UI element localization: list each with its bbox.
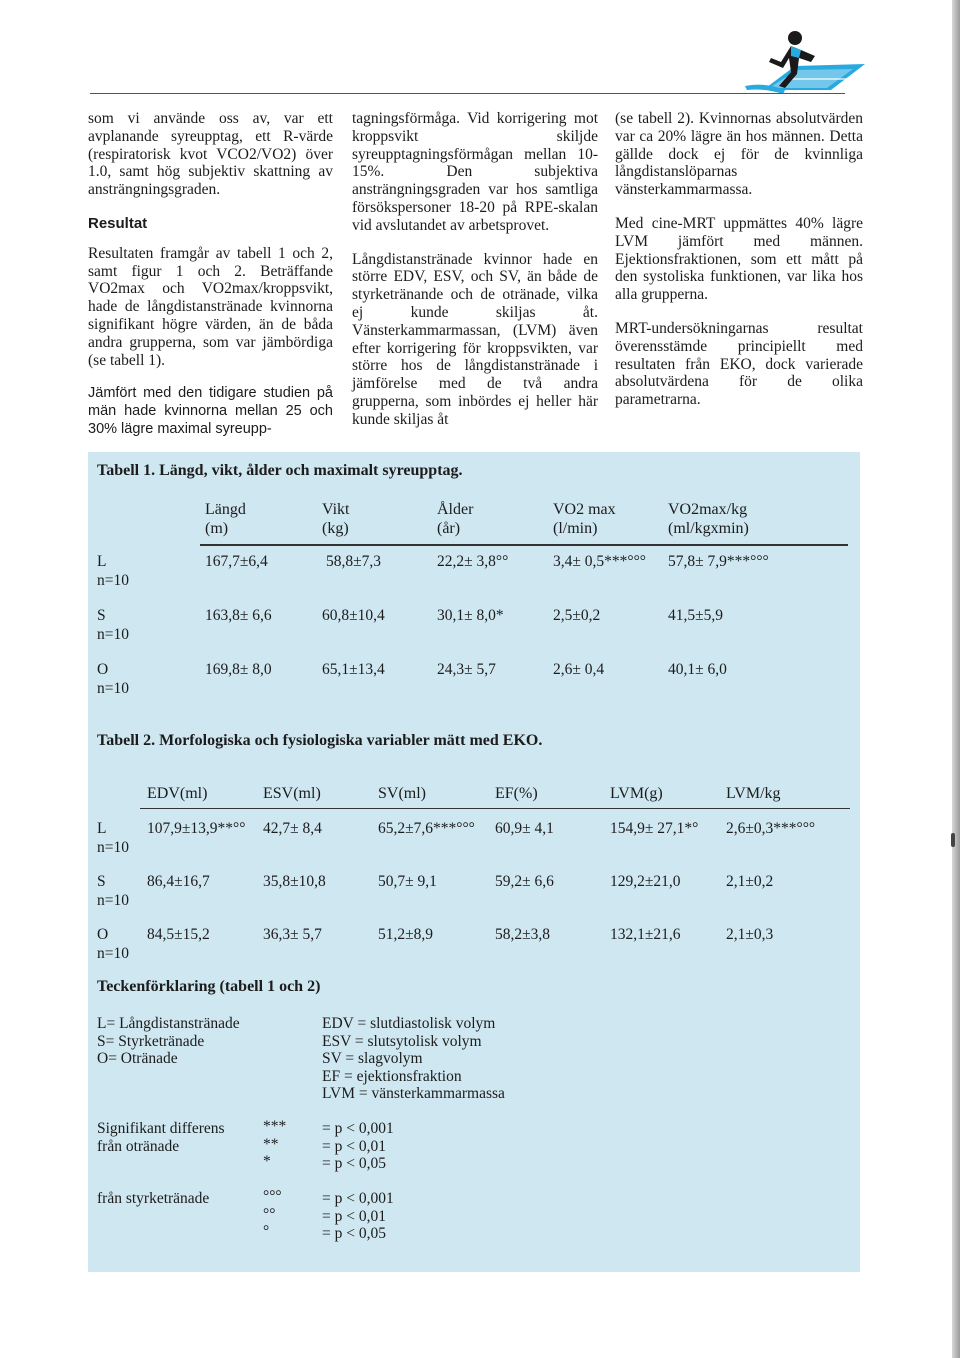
table-cell: 36,3± 5,7 [263,926,322,943]
table-cell: 24,3± 5,7 [437,661,496,678]
scan-artifact [951,833,955,847]
table-cell: 3,4± 0,5***°°° [553,553,646,570]
table-2-header: EF(%) [495,785,538,802]
table-1-header [437,500,473,538]
header-line: Ålder [437,501,474,518]
table-1-header [553,500,616,538]
table-cell: 57,8± 7,9***°°° [668,553,769,570]
table-cell: 58,8±7,3 [326,553,382,570]
table-cell: 86,4±16,7 [147,873,210,890]
table-cell: 132,1±21,6 [610,926,681,943]
row-group: S [97,607,106,624]
header-unit: (l/min) [553,520,598,537]
legend-sig-values: = p < 0,001 = p < 0,01 = p < 0,05 [322,1190,394,1242]
row-n: n=10 [97,572,129,589]
row-group: L [97,553,107,570]
table-2-header: ESV(ml) [263,785,321,802]
table-cell: 163,8± 6,6 [205,607,272,624]
header-line: Vikt [322,501,350,518]
table-cell: 51,2±8,9 [378,926,434,943]
table-1-header [668,500,749,538]
row-group: L [97,820,107,837]
table-cell: 42,7± 8,4 [263,820,322,837]
row-group: O [97,661,109,678]
row-n: n=10 [97,839,129,856]
table-1-header [322,500,349,538]
paragraph: som vi använde oss av, var ett avplanande syreupptag, ett R-värde (respiratorisk kvot VCO2/VO2) över 1.0, samt hög subjektiv skattning av ansträngningsgraden. [88,110,333,199]
table-cell: 65,1±13,4 [322,661,385,678]
table-2-header: LVM/kg [726,785,781,802]
table-1-header [205,500,246,538]
row-group: O [97,926,109,943]
table-cell: 58,2±3,8 [495,926,551,943]
table-cell: 60,9± 4,1 [495,820,554,837]
text-column-3 [615,110,863,425]
header-unit: (m) [205,520,229,537]
paragraph: MRT-undersökningarnas resultat överensstämde principiellt med resultaten från EKO, dock varierade absolutvärdena för de olika parametrarna. [615,319,863,409]
section-heading: Resultat [88,214,148,232]
table-cell: 2,1±0,3 [726,926,774,943]
header-rule [90,93,845,94]
table-cell: 35,8±10,8 [263,873,326,890]
table-cell: 60,8±10,4 [322,607,385,624]
table-cell: 41,5±5,9 [668,607,724,624]
table-cell: 167,7±6,4 [205,553,268,570]
runner-book-logo-icon [725,28,865,100]
legend-sig-values: = p < 0,001 = p < 0,01 = p < 0,05 [322,1120,394,1172]
row-n: n=10 [97,945,129,962]
row-group: S [97,873,106,890]
row-n: n=10 [97,626,129,643]
paragraph: (se tabell 2). Kvinnornas absolutvärden var ca 20% lägre än hos männen. Detta gällde dock ej för de kvinnliga långdistanslöparnas vänsterkammarmassa. [615,110,863,199]
paragraph: Resultaten framgår av tabell 1 och 2, samt figur 1 och 2. Beträffande VO2max och VO2max/kroppsvikt, hade de långdistanstränade kvinnorna signifikant högre värden, än de båda andra grupperna, som var jämbördiga (se tabell 1). [88,244,333,369]
header-line: Längd [205,501,246,518]
table-cell: 2,6± 0,4 [553,661,605,678]
text-column-1 [88,110,333,455]
table-cell: 59,2± 6,6 [495,873,554,890]
table-cell: 22,2± 3,8°° [437,553,509,570]
legend-sig-marks: °°° °° ° [263,1188,282,1240]
table-cell: 50,7± 9,1 [378,873,437,890]
table-2-caption: Tabell 2. Morfologiska och fysiologiska variabler mätt med EKO. [97,732,543,749]
paragraph: Jämfört med den tidigare studien på män hade kvinnorna mellan 25 och 30% lägre maximal syreupp- [88,385,333,437]
table-2-header: LVM(g) [610,785,663,802]
table-2-header: SV(ml) [378,785,426,802]
table-cell: 129,2±21,0 [610,873,681,890]
table-cell: 84,5±15,2 [147,926,210,943]
legend-abbreviations: EDV = slutdiastolisk volym ESV = slutsytolisk volym SV = slagvolym EF = ejektionsfraktion LVM = vänsterkammarmassa [322,1015,505,1102]
table-cell: 30,1± 8,0* [437,607,504,624]
table-cell: 154,9± 27,1*° [610,820,699,837]
legend-sig-label: Signifikant differens från otränade [97,1120,225,1155]
header-unit: (ml/kgxmin) [668,520,749,537]
table-cell: 2,6±0,3***°°° [726,820,816,837]
table-cell: 169,8± 8,0 [205,661,272,678]
table-1-header-rule [200,544,848,546]
legend-title: Teckenförklaring (tabell 1 och 2) [97,978,321,995]
page-edge-shadow [952,0,960,1358]
table-1-caption: Tabell 1. Längd, vikt, ålder och maximalt syreupptag. [97,462,463,479]
table-cell: 40,1± 6,0 [668,661,727,678]
paragraph: Långdistanstränade kvinnor hade en större EDV, ESV, och SV, än både de styrketränande och de otränade, vilka ej kunde skiljas åt. Vänsterkammarmassan, (LVM) även efter korrigering för kroppsvikten, var större hos de långdistanstränade i jämförelse med de två andra grupperna, som inbördes ej heller här kunde skiljas åt [352,250,598,428]
header-line: VO2 max [553,501,616,518]
paragraph: tagningsförmåga. Vid korrigering mot kroppsvikt skiljde syreupptagningsförmågan mellan 10-15%. Den subjektiva ansträngningsgraden var hos samtliga försökspersoner 18-20 på RPE-skalan vid avslutandet av arbetsprovet. [352,110,598,234]
table-cell: 107,9±13,9**°° [147,820,246,837]
legend-sig-marks: *** ** * [263,1118,287,1170]
text-column-2 [352,110,598,445]
table-2-header: EDV(ml) [147,785,208,802]
header-line: VO2max/kg [668,501,748,518]
table-cell: 2,1±0,2 [726,873,774,890]
table-cell: 65,2±7,6***°°° [378,820,475,837]
legend-sig-label: från styrketränade [97,1190,210,1207]
row-n: n=10 [97,892,129,909]
header-unit: (år) [437,520,461,537]
table-cell: 2,5±0,2 [553,607,601,624]
paragraph: Med cine-MRT uppmättes 40% lägre LVM jämfört med männen. Ejektionsfraktionen, som ett mått på den systoliska funktionen, var lika hos alla grupperna. [615,214,863,304]
row-n: n=10 [97,680,129,697]
legend-groups: L= Långdistanstränade S= Styrketränade O= Otränade [97,1015,240,1067]
header-unit: (kg) [322,520,349,537]
table-2-header-rule [140,808,850,809]
